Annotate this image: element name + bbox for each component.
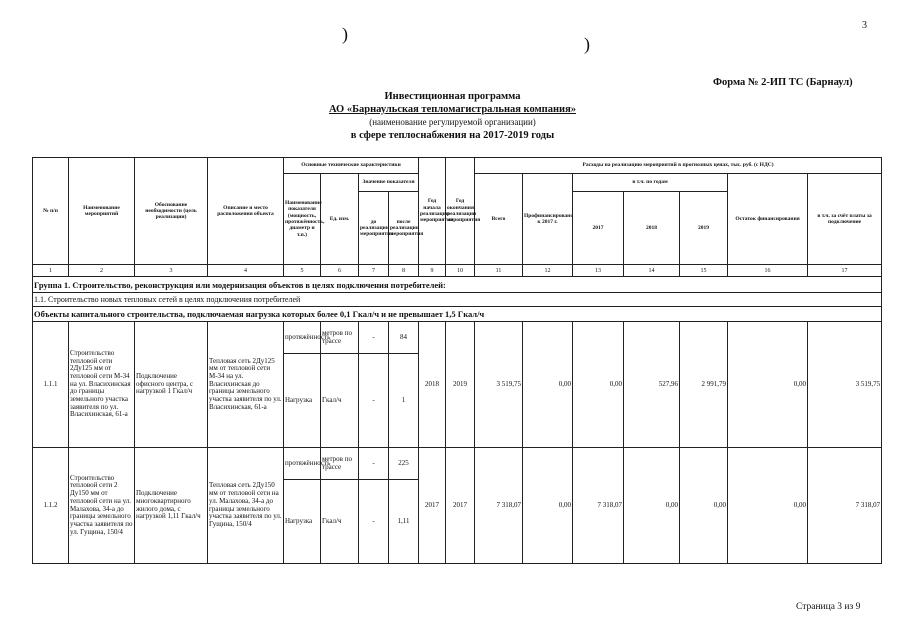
header-after: после реализации мероприятия	[389, 192, 419, 265]
subgroup-heading: 1.1. Строительство новых тепловых сетей в целях подключения потребителей	[33, 293, 882, 307]
header-2017: 2017	[573, 192, 624, 265]
col-number: 17	[808, 265, 882, 277]
row-num: 1.1.2	[33, 448, 69, 564]
row-description: Тепловая сеть 2Ду125 мм от тепловой сети М-34 на ул. Власихинская до границы земельного участка заявителя по ул. Власихинская, 61-а	[208, 322, 284, 448]
header-remainder: Остаток финансирования	[728, 174, 808, 265]
header-2019: 2019	[680, 192, 728, 265]
handwritten-mark: )	[342, 24, 348, 44]
header-connection-fee: в т.ч. за счёт платы за подключение	[808, 174, 882, 265]
header-2018: 2018	[624, 192, 680, 265]
row-2018: 527,96	[624, 322, 680, 448]
objects-heading: Объекты капитального строительства, подключаемая нагрузка которых более 0,1 Гкал/ч и не превышает 1,5 Гкал/ч	[33, 307, 882, 322]
row-2018: 0,00	[624, 448, 680, 564]
page-footer: Страница 3 из 9	[796, 602, 861, 612]
organization-name: АО «Барнаульская тепломагистральная компания»	[328, 104, 577, 115]
row-name: Строительство тепловой сети 2Ду125 мм от тепловой сети М-34 на ул. Власихинская до границы земельного участка заявителя по ул. Власихинская, 61-а	[69, 322, 135, 448]
col-number: 16	[728, 265, 808, 277]
header-financed: Профинансировано к 2017 г.	[523, 174, 573, 265]
row-total: 3 519,75	[475, 322, 523, 448]
col-number: 10	[446, 265, 475, 277]
row-before: -	[359, 322, 389, 354]
row-after: 225	[389, 448, 419, 480]
row-2017: 0,00	[573, 322, 624, 448]
investment-table	[32, 157, 882, 564]
row-after: 84	[389, 322, 419, 354]
row-description: Тепловая сеть 2Ду150 мм от тепловой сети на ул. Малахова, 34-а до границы земельного участка заявителя по ул. Гущина, 150/4	[208, 448, 284, 564]
col-number: 6	[321, 265, 359, 277]
row-indicator: Нагрузка	[284, 354, 321, 448]
col-number: 3	[135, 265, 208, 277]
header-name: Наименование мероприятий	[69, 158, 135, 265]
col-number: 14	[624, 265, 680, 277]
header-year-start: Год начала реализации мероприятия	[419, 158, 446, 265]
col-number: 2	[69, 265, 135, 277]
row-year-end: 2019	[446, 322, 475, 448]
row-after: 1,11	[389, 480, 419, 564]
col-number: 15	[680, 265, 728, 277]
col-number: 9	[419, 265, 446, 277]
row-2017: 7 318,07	[573, 448, 624, 564]
col-number: 4	[208, 265, 284, 277]
col-number: 11	[475, 265, 523, 277]
row-year-start: 2017	[419, 448, 446, 564]
row-2019: 2 991,79	[680, 322, 728, 448]
row-unit: метров по трассе	[321, 448, 359, 480]
row-year-start: 2018	[419, 322, 446, 448]
handwritten-mark: )	[584, 34, 590, 54]
header-costs: Расходы на реализацию мероприятий в прогнозных ценах, тыс. руб. (с НДС)	[475, 158, 882, 174]
header-indicator-value: Значение показателя	[359, 174, 419, 192]
header-reason: Обоснование необходимости (цель реализации)	[135, 158, 208, 265]
row-after: 1	[389, 354, 419, 448]
row-indicator: протяжённость	[284, 322, 321, 354]
row-connection-fee: 3 519,75	[808, 322, 882, 448]
row-num: 1.1.1	[33, 322, 69, 448]
header-tech: Основные технические характеристики	[284, 158, 419, 174]
row-financed: 0,00	[523, 322, 573, 448]
organization-note: (наименование регулируемой организации)	[369, 117, 536, 127]
header-before: до реализации мероприятия	[359, 192, 389, 265]
row-remainder: 0,00	[728, 322, 808, 448]
header-unit: Ед. изм.	[321, 174, 359, 265]
row-before: -	[359, 354, 389, 448]
row-connection-fee: 7 318,07	[808, 448, 882, 564]
document-title: Инвестиционная программа	[384, 91, 521, 102]
header-description: Описание и место расположения объекта	[208, 158, 284, 265]
header-year-end: Год окончания реализации мероприятия	[446, 158, 475, 265]
row-unit: Гкал/ч	[321, 480, 359, 564]
row-financed: 0,00	[523, 448, 573, 564]
row-remainder: 0,00	[728, 448, 808, 564]
row-unit: Гкал/ч	[321, 354, 359, 448]
form-label: Форма № 2-ИП ТС (Барнаул)	[713, 77, 853, 88]
row-before: -	[359, 480, 389, 564]
row-indicator: Нагрузка	[284, 480, 321, 564]
col-number: 1	[33, 265, 69, 277]
header-total: Всего	[475, 174, 523, 265]
row-reason: Подключение многоквартирного жилого дома, с нагрузкой 1,11 Гкал/ч	[135, 448, 208, 564]
col-number: 12	[523, 265, 573, 277]
document-subtitle: в сфере теплоснабжения на 2017-2019 годы	[350, 130, 555, 141]
col-number: 5	[284, 265, 321, 277]
row-total: 7 318,07	[475, 448, 523, 564]
col-number: 13	[573, 265, 624, 277]
row-reason: Подключение офисного центра, с нагрузкой 1 Гкал/ч	[135, 322, 208, 448]
col-number: 7	[359, 265, 389, 277]
header-num: № п/п	[33, 158, 69, 265]
col-number: 8	[389, 265, 419, 277]
group-heading: Группа 1. Строительство, реконструкция или модернизация объектов в целях подключения потребителей:	[33, 277, 882, 293]
row-name: Строительство тепловой сети 2 Ду150 мм от тепловой сети на ул. Малахова, 34-а до границы земельного участка заявителя по ул. Гущина, 150/4	[69, 448, 135, 564]
row-indicator: протяжённость	[284, 448, 321, 480]
row-2019: 0,00	[680, 448, 728, 564]
row-unit: метров по трассе	[321, 322, 359, 354]
page-number: 3	[862, 20, 867, 31]
row-before: -	[359, 448, 389, 480]
header-indicator-name: Наименование показателя (мощность, протяжённость, диаметр и т.п.)	[284, 174, 321, 265]
header-by-years: в т.ч. по годам	[573, 174, 728, 192]
row-year-end: 2017	[446, 448, 475, 564]
